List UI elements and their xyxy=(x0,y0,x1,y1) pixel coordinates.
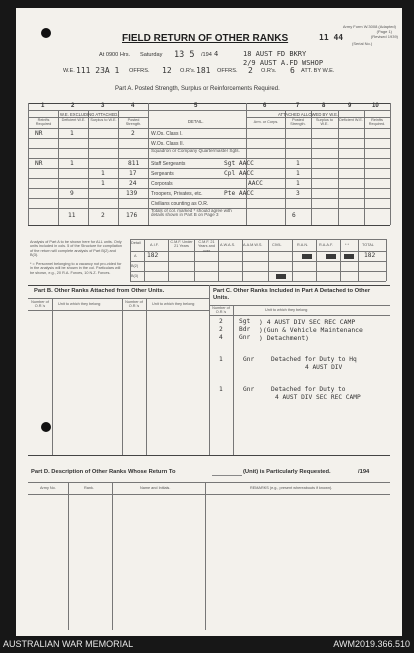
offrs2-label: OFFRS. xyxy=(217,68,238,74)
we-value: 111 23A 1 xyxy=(76,66,120,75)
offrs-value: 12 xyxy=(162,66,172,75)
part-a-title: Part A. Posted Strength, Surplus or Reinforcements Required. xyxy=(115,86,280,92)
col-num-3: 3 xyxy=(101,103,105,109)
group-left-head: W.E. EXCLUDING ATTACHED. xyxy=(60,111,119,117)
part-d-title-tail: (Unit) is Particularly Requested. xyxy=(243,469,331,475)
col-num-1: 1 xyxy=(41,103,45,109)
form-number: Army Form W.3008 (Adapted) xyxy=(342,24,396,29)
return-date: 13 5 xyxy=(174,50,195,60)
col-num-2: 2 xyxy=(71,103,75,109)
form-sheet xyxy=(16,8,402,636)
museum-caption-bar xyxy=(0,636,414,653)
col-num-9: 9 xyxy=(348,103,352,109)
head-r-posted: Posted Strength. xyxy=(290,118,306,127)
museum-name: AUSTRALIAN WAR MEMORIAL xyxy=(3,639,134,649)
punch-hole-bottom xyxy=(41,422,51,432)
serial-number: 11 44 xyxy=(319,33,344,42)
form-revised: (Revised 1939) xyxy=(370,34,398,39)
col-num-6: 6 xyxy=(263,103,267,109)
part-d-date: /194 xyxy=(358,469,370,475)
redaction-block xyxy=(344,254,354,259)
att-label: ATT. BY W.E. xyxy=(301,68,335,74)
ors-label: O.R's. xyxy=(180,68,196,74)
part-c-title: Part C. Other Ranks Included in Part A Detached to Other Units. xyxy=(213,288,371,301)
we-label: W.E. xyxy=(63,68,75,74)
analysis-note-1: Analysis of Part A to be shown here for ALL units. Only units included in cols. 5 of the Structure for compilation of the return will complete analysis of Part B(2) and B(3). xyxy=(30,240,123,258)
head-r-reinfts: Reinfts Required. xyxy=(368,118,386,127)
head-r-surplus: Surplus to W.E. xyxy=(315,118,334,127)
serial-label: (Serial No.) xyxy=(352,41,373,46)
part-b-table: Number of O.R.'s Unit to which they belong Number of O.R.'s Unit to which they belong xyxy=(31,300,195,309)
redaction-block xyxy=(276,274,286,279)
form-title: FIELD RETURN OF OTHER RANKS xyxy=(122,33,289,44)
part-b-title: Part B. Other Ranks Attached from Other Units. xyxy=(34,288,165,294)
ors2-value: 6 xyxy=(290,66,295,75)
offrs2-value: 2 xyxy=(248,66,253,75)
head-reinfts: Reinfts Required xyxy=(35,118,52,127)
head-surplus: Surplus to W.E. xyxy=(90,118,117,122)
year-digit: 4 xyxy=(214,50,219,58)
form-page: (Page 1) xyxy=(376,29,392,34)
part-d-table: Army No. Rank. Name and Initials. REMARKS (e.g., present whereabouts if known). xyxy=(40,486,333,490)
col-num-10: 10 xyxy=(372,103,379,109)
redaction-block xyxy=(302,254,312,259)
redaction-block xyxy=(326,254,336,259)
col-num-7: 7 xyxy=(296,103,300,109)
analysis-table: Detail A.I.F. C.M.F. Under 21 Years C.M.F. 21 Years and over A.W.A.S. A.A.M.W.S. CIVIL R.A.N. R.A.A.F. * * TOTAL A 182 182 B(2) B(3) xyxy=(131,240,376,278)
col-num-4: 4 xyxy=(131,103,135,109)
accession-number: AWM2019.366.510 xyxy=(333,639,410,649)
analysis-note-2: * = Personnel belonging to a vacancy not pro-vided for in the analysis will be shown in the col. Particulars will be shown, e.g., 20 R.A. Forces, 10 N.Z. Forces. xyxy=(30,262,122,275)
part-d-title: Part D. Description of Other Ranks Whose Return To xyxy=(31,469,176,475)
col-num-8: 8 xyxy=(322,103,326,109)
head-r-deficient: Deficient W.E. xyxy=(339,118,363,122)
head-detail: DETAIL. xyxy=(188,119,204,124)
day-label: Saturday xyxy=(140,52,163,58)
group-right-head: ATTACHED ALLOWED BY W.E. xyxy=(278,111,339,117)
head-deficient: Deficient W.E. xyxy=(61,118,86,122)
offrs-label: OFFRS. xyxy=(129,68,150,74)
unit-name-2: 2/9 AUST A.FD WSHOP xyxy=(243,59,324,67)
unit-name: 18 AUST FD BKRY xyxy=(243,50,307,58)
ors-value: 181 xyxy=(196,66,211,75)
head-arm: Arm. or Corps. xyxy=(253,120,279,124)
head-posted: Posted Strength. xyxy=(125,118,142,127)
year-prefix: /194 xyxy=(201,52,212,58)
ors2-label: O.R's. xyxy=(261,68,277,74)
punch-hole-top xyxy=(41,28,51,38)
part-a-table: 1 2 3 4 5 6 7 8 9 10 W.E. EXCLUDING ATTACHED. ATTACHED ALLOWED BY W.E. Reinfts Required Deficient W.E. Surplus to W.E. Posted Strength. DETAIL. Arm. or Corps. Posted Strength. Surplus to W.E. Deficient W.E. Reinfts Required. W.Os. Class I. NR 1 2 W.Os. Class II. Squadron or Company Quartermaster Sgts. Staff Sergeants NR 1 811 Sgt AACC 1 Sergeants 1 17 Cpl AACC 1 Corporals 1 24 AACC 1 Troopers, Privates, etc. 9 139 Pte AACC 3 Civilians counting as O.R. Totals of col. marked * should agree with details shown in Part B on Page 3 11 2 176 6 xyxy=(28,103,390,253)
part-c-table: Number of O.R.'s Unit to which they belong 2 Sgt ) 4 AUST DIV SEC REC CAMP 2 Bdr )(Gun & Vehicle Maintenance 4 Gnr ) Detachment) 1 Gnr Detached for Duty to Hq 4 AUST DIV 1 Gnr Detached for Duty to 4 AUST DIV SEC REC CAMP xyxy=(212,306,363,401)
col-num-5: 5 xyxy=(194,103,198,109)
time-label: At 0900 Hrs. xyxy=(99,52,131,58)
